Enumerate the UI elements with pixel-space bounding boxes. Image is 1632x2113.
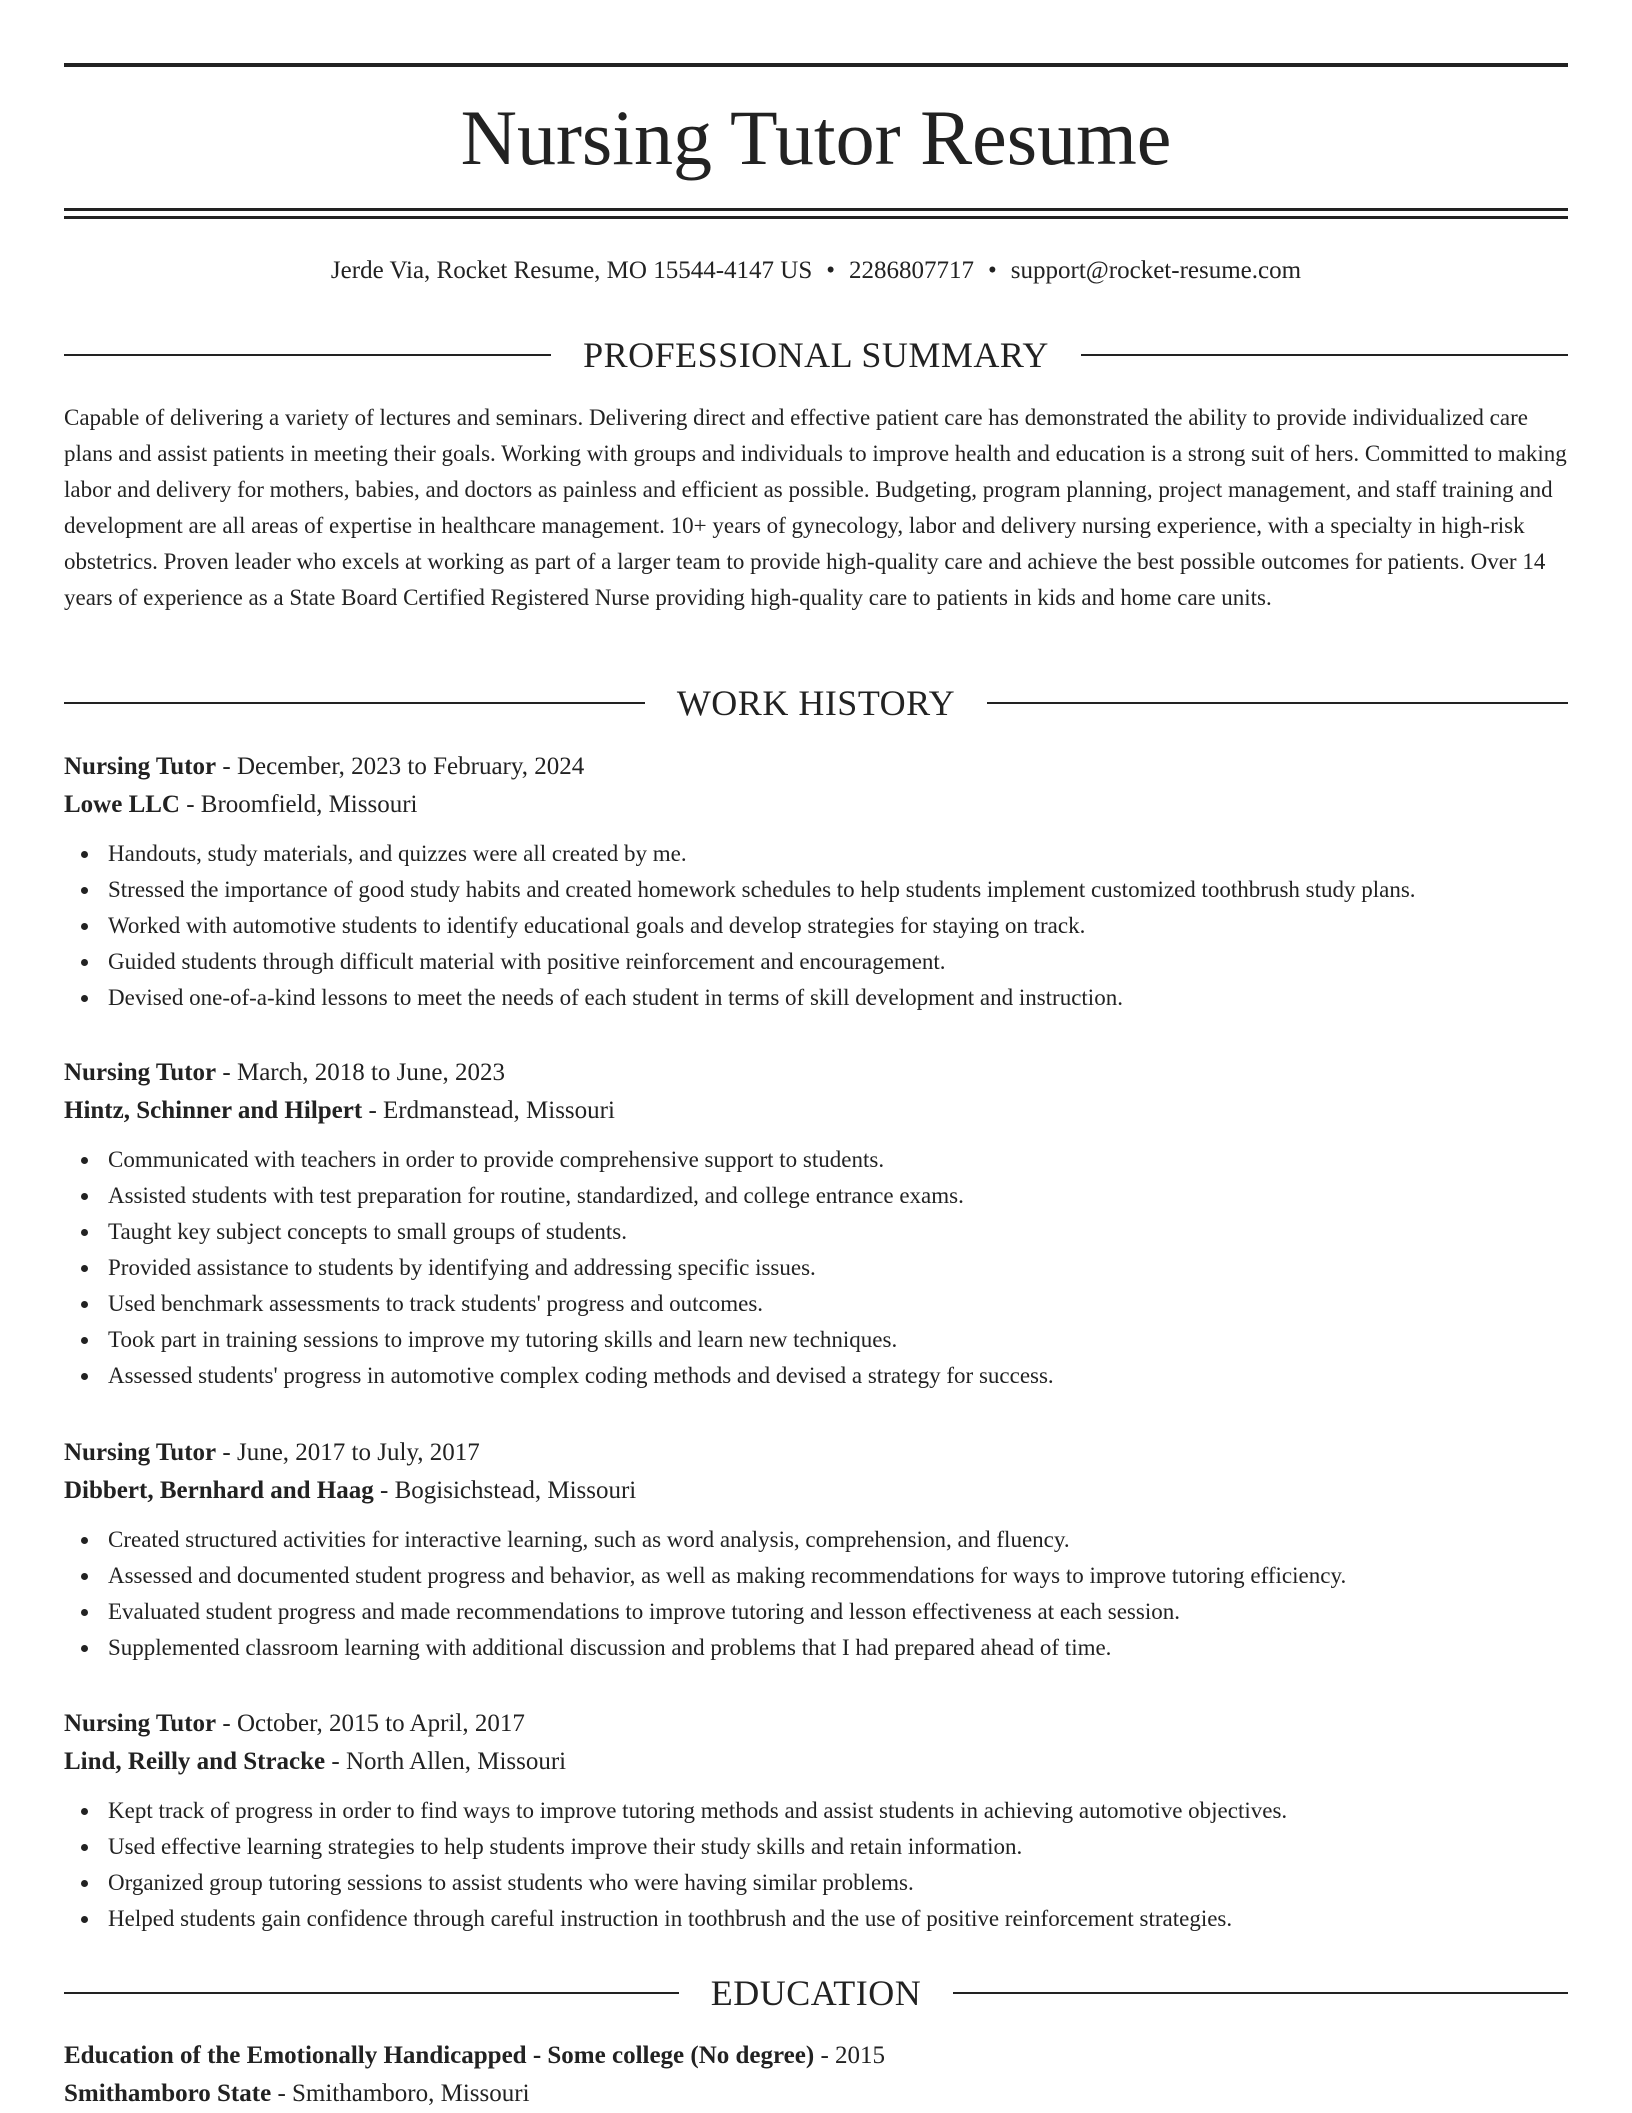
contact-address: Jerde Via, Rocket Resume, MO 15544-4147 US xyxy=(330,257,813,284)
list-item: Handouts, study materials, and quizzes were all created by me. xyxy=(108,836,1568,872)
job-entry xyxy=(64,748,1568,1016)
education-year: - 2015 xyxy=(820,2042,886,2069)
job-bullets xyxy=(64,1522,1568,1666)
education-entry xyxy=(64,2037,1568,2113)
section-title: WORK HISTORY xyxy=(676,683,956,723)
list-item: Provided assistance to students by identifying and addressing specific issues. xyxy=(108,1250,1568,1286)
job-bullets xyxy=(64,836,1568,1016)
list-item: Taught key subject concepts to small groups of students. xyxy=(108,1214,1568,1250)
section-header-education xyxy=(64,1971,1568,2015)
section-rule xyxy=(953,1992,1568,1994)
contact-line xyxy=(64,254,1568,288)
job-bullets xyxy=(64,1793,1568,1937)
section-rule xyxy=(64,354,551,356)
list-item: Evaluated student progress and made recommendations to improve tutoring and lesson effectiveness at each session. xyxy=(108,1594,1568,1630)
list-item: Took part in training sessions to improve my tutoring skills and learn new techniques. xyxy=(108,1322,1568,1358)
job-company: Lind, Reilly and Stracke xyxy=(64,1748,326,1775)
job-location: - Broomfield, Missouri xyxy=(186,791,418,818)
list-item: Assessed and documented student progress and behavior, as well as making recommendations for ways to improve tutoring efficiency. xyxy=(108,1558,1568,1594)
job-company-line xyxy=(64,786,1568,824)
job-dates: - March, 2018 to June, 2023 xyxy=(222,1059,505,1086)
list-item: Stressed the importance of good study habits and created homework schedules to help students implement customized toothbrush study plans. xyxy=(108,872,1568,908)
job-bullets xyxy=(64,1142,1568,1394)
list-item: Helped students gain confidence through careful instruction in toothbrush and the use of positive reinforcement strategies. xyxy=(108,1901,1568,1937)
section-rule xyxy=(1081,354,1568,356)
job-title: Nursing Tutor xyxy=(64,1439,217,1466)
list-item: Used benchmark assessments to track students' progress and outcomes. xyxy=(108,1286,1568,1322)
job-entry xyxy=(64,1705,1568,1937)
job-dates: - June, 2017 to July, 2017 xyxy=(222,1439,480,1466)
education-location: - Smithamboro, Missouri xyxy=(277,2080,530,2107)
list-item: Guided students through difficult material with positive reinforcement and encouragement. xyxy=(108,944,1568,980)
list-item: Worked with automotive students to identify educational goals and develop strategies for staying on track. xyxy=(108,908,1568,944)
job-title-line xyxy=(64,748,1568,786)
job-title: Nursing Tutor xyxy=(64,1059,217,1086)
education-degree: Education of the Emotionally Handicapped - Some college (No degree) xyxy=(64,2042,815,2069)
job-title: Nursing Tutor xyxy=(64,1710,217,1737)
list-item: Assessed students' progress in automotive complex coding methods and devised a strategy for success. xyxy=(108,1358,1568,1394)
list-item: Supplemented classroom learning with additional discussion and problems that I had prepared ahead of time. xyxy=(108,1630,1568,1666)
contact-separator: • xyxy=(988,257,997,284)
job-title-line xyxy=(64,1434,1568,1472)
professional-summary: Capable of delivering a variety of lectures and seminars. Delivering direct and effective patient care has demonstrated the ability to provide individualized care plans and assist patients in meeting their goals. Working with groups and individuals to improve health and education is a strong suit of hers. Committed to making labor and delivery for mothers, babies, and doctors as painless and efficient as possible. Budgeting, program planning, project management, and staff training and development are all areas of expertise in healthcare management. 10+ years of gynecology, labor and delivery nursing experience, with a specialty in high-risk obstetrics. Proven leader who excels at working as part of a larger team to provide high-quality care and achieve the best possible outcomes for patients. Over 14 years of experience as a State Board Certified Registered Nurse providing high-quality care to patients in kids and home care units. xyxy=(64,405,1567,610)
job-company-line xyxy=(64,1092,1568,1130)
job-location: - Erdmanstead, Missouri xyxy=(368,1097,615,1124)
section-rule xyxy=(64,1992,679,1994)
job-entry xyxy=(64,1054,1568,1394)
section-header-summary xyxy=(64,333,1568,377)
list-item: Organized group tutoring sessions to assist students who were having similar problems. xyxy=(108,1865,1568,1901)
job-location: - Bogisichstead, Missouri xyxy=(380,1477,637,1504)
contact-phone: 2286807717 xyxy=(849,257,974,284)
job-company: Dibbert, Bernhard and Haag xyxy=(64,1477,374,1504)
education-school: Smithamboro State xyxy=(64,2080,272,2107)
list-item: Kept track of progress in order to find ways to improve tutoring methods and assist students in achieving automotive objectives. xyxy=(108,1793,1568,1829)
section-title: PROFESSIONAL SUMMARY xyxy=(583,335,1049,375)
job-title: Nursing Tutor xyxy=(64,753,217,780)
education-school-line xyxy=(64,2075,1568,2113)
job-company-line xyxy=(64,1472,1568,1510)
job-company: Lowe LLC xyxy=(64,791,180,818)
section-rule xyxy=(987,702,1568,704)
section-header-work xyxy=(64,681,1568,725)
job-dates: - October, 2015 to April, 2017 xyxy=(222,1710,525,1737)
title-rule-lower xyxy=(64,216,1568,219)
title-rule-upper xyxy=(64,208,1568,211)
contact-separator: • xyxy=(826,257,835,284)
job-title-line xyxy=(64,1054,1568,1092)
job-dates: - December, 2023 to February, 2024 xyxy=(222,753,585,780)
list-item: Communicated with teachers in order to provide comprehensive support to students. xyxy=(108,1142,1568,1178)
job-title-line xyxy=(64,1705,1568,1743)
job-entry xyxy=(64,1434,1568,1666)
job-company-line xyxy=(64,1743,1568,1781)
list-item: Created structured activities for interactive learning, such as word analysis, comprehension, and fluency. xyxy=(108,1522,1568,1558)
section-title: EDUCATION xyxy=(710,1973,922,2013)
resume-title: Nursing Tutor Resume xyxy=(460,94,1172,181)
list-item: Assisted students with test preparation for routine, standardized, and college entrance exams. xyxy=(108,1178,1568,1214)
top-rule xyxy=(64,63,1568,67)
section-rule xyxy=(64,702,645,704)
contact-email: support@rocket-resume.com xyxy=(1010,257,1302,284)
education-degree-line xyxy=(64,2037,1568,2075)
list-item: Used effective learning strategies to help students improve their study skills and retain information. xyxy=(108,1829,1568,1865)
list-item: Devised one-of-a-kind lessons to meet the needs of each student in terms of skill development and instruction. xyxy=(108,980,1568,1016)
job-location: - North Allen, Missouri xyxy=(331,1748,567,1775)
job-company: Hintz, Schinner and Hilpert xyxy=(64,1097,363,1124)
